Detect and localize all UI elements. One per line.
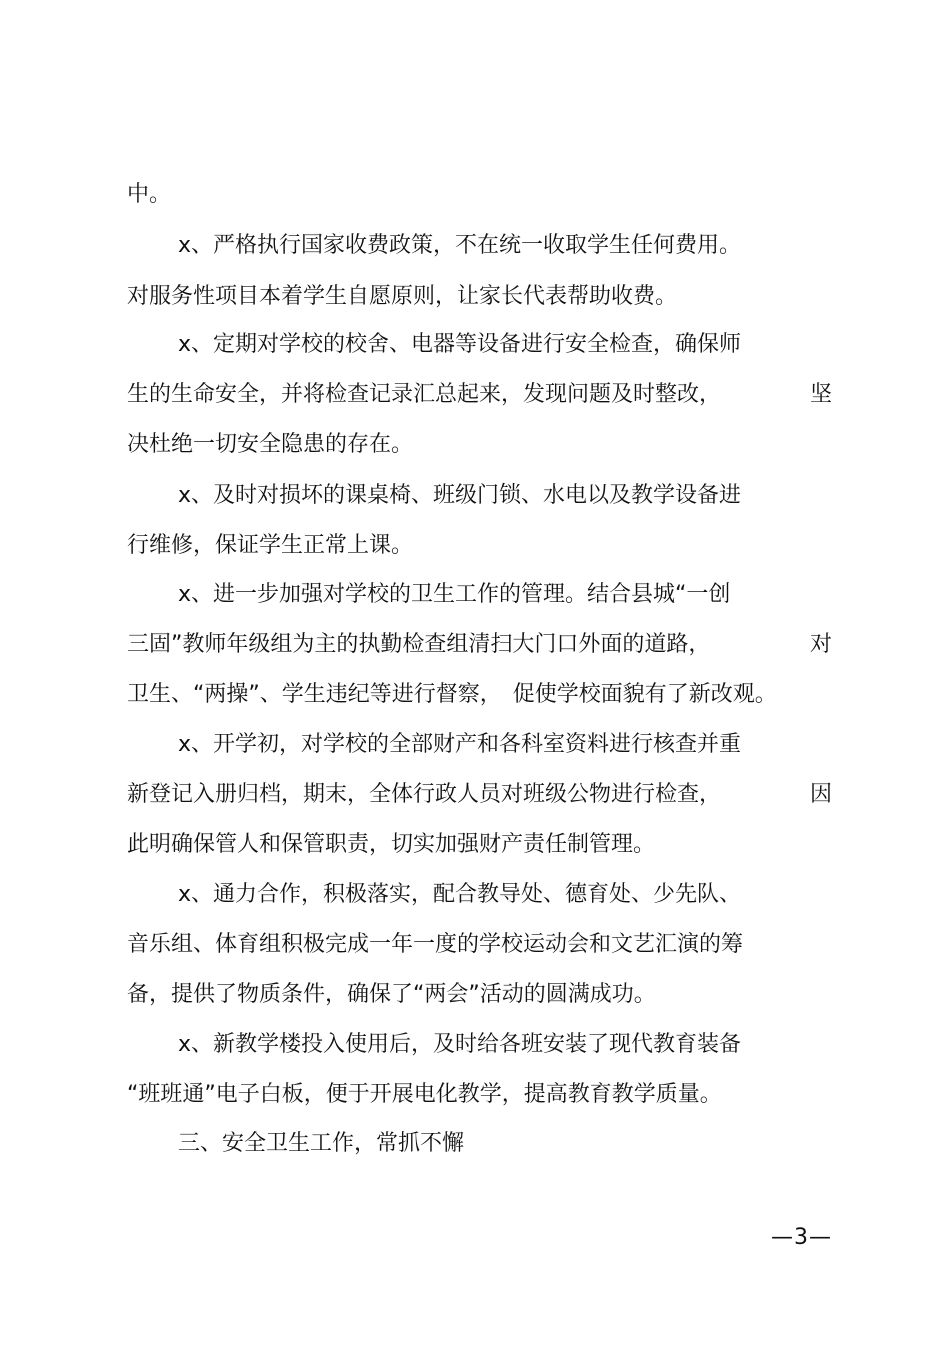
page-number: —3— [771, 1225, 832, 1250]
text-line: 决杜绝一切安全隐患的存在。 [127, 432, 414, 457]
section-heading: 三、安全卫生工作，常抓不懈 [178, 1131, 465, 1156]
text-line: 三固”教师年级组为主的执勤检查组清扫大门口外面的道路， [127, 632, 711, 657]
text-line: 中。 [127, 182, 172, 207]
text-line: 新登记入册归档，期末，全体行政人员对班级公物进行检查， [127, 782, 722, 807]
text-line: 对服务性项目本着学生自愿原则，让家长代表帮助收费。 [127, 284, 678, 309]
text-line: 卫生、“两操”、学生违纪等进行督察， 促使学校面貌有了新改观。 [127, 682, 777, 707]
text-line: 此明确保管人和保管职责，切实加强财产责任制管理。 [127, 832, 656, 857]
text-line: 行维修，保证学生正常上课。 [127, 533, 414, 558]
text-line: 备，提供了物质条件，确保了“两会”活动的圆满成功。 [127, 982, 656, 1007]
text-line: x、进一步加强对学校的卫生工作的管理。结合县城“一创 [178, 582, 731, 607]
text-line: 生的生命安全，并将检查记录汇总起来，发现问题及时整改， [127, 382, 722, 407]
text-line: “班班通”电子白板，便于开展电化教学，提高教育教学质量。 [127, 1082, 722, 1107]
text-line: x、及时对损坏的课桌椅、班级门锁、水电以及教学设备进 [178, 483, 742, 508]
line-end-char: 坚 [809, 382, 832, 407]
text-line: x、新教学楼投入使用后，及时给各班安装了现代教育装备 [178, 1032, 742, 1057]
text-line: x、开学初，对学校的全部财产和各科室资料进行核查并重 [178, 732, 742, 757]
text-line: x、通力合作，积极落实，配合教导处、德育处、少先队、 [178, 882, 742, 907]
text-line: 音乐组、体育组积极完成一年一度的学校运动会和文艺汇演的筹 [127, 932, 744, 957]
line-end-char: 因 [809, 782, 832, 807]
text-line: x、定期对学校的校舍、电器等设备进行安全检查，确保师 [178, 332, 742, 357]
text-line: x、严格执行国家收费政策，不在统一收取学生任何费用。 [178, 233, 742, 258]
line-end-char: 对 [809, 632, 832, 657]
